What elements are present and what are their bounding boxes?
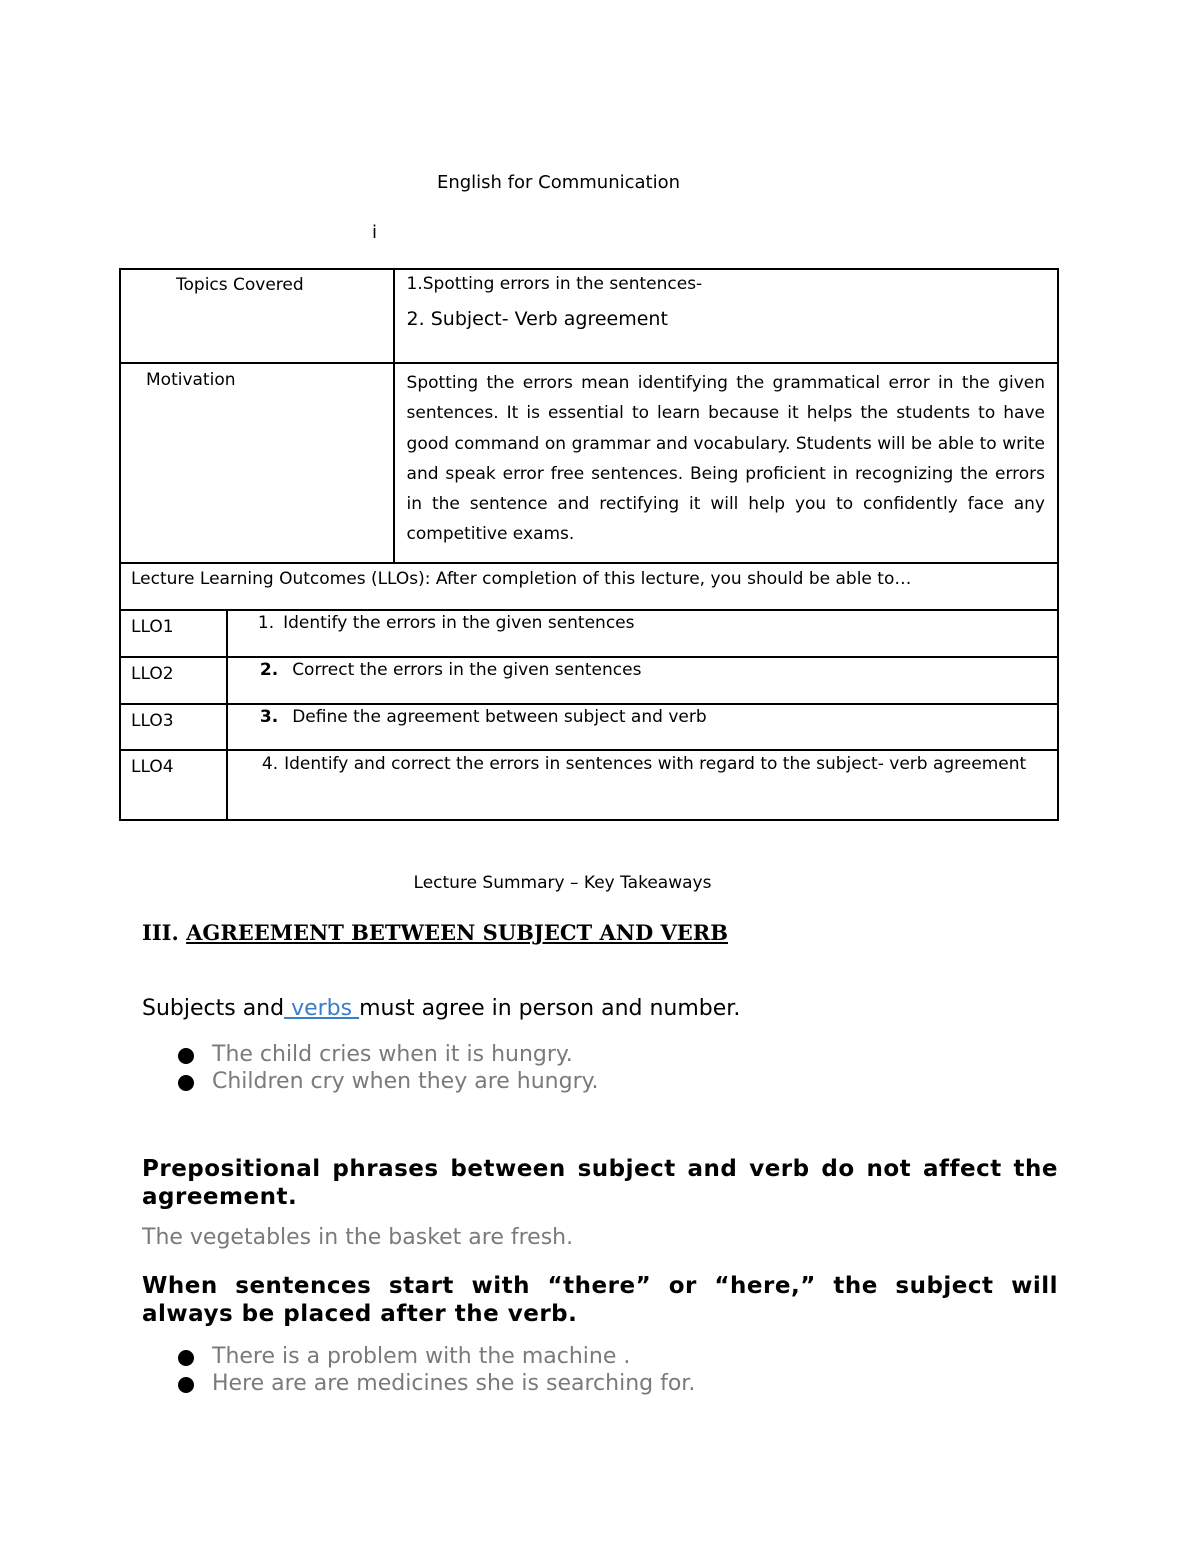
agreement-rule [142, 996, 1058, 1021]
llo-text-cell [227, 704, 1058, 750]
list-item [172, 1041, 599, 1068]
stray-character: i [372, 222, 378, 243]
llo-number: 4. [261, 754, 279, 774]
there-here-rule: When sentences start with “there” or “here,” the subject will always be placed after the verb. [142, 1273, 1058, 1327]
example-text: There is a problem with the machine . [212, 1344, 631, 1369]
llo-id: LLO2 [120, 657, 227, 704]
list-item [172, 1370, 695, 1397]
section-number: III. [142, 920, 179, 945]
prepositional-example: The vegetables in the basket are fresh. [142, 1225, 574, 1250]
verbs-link[interactable]: verbs [284, 996, 360, 1021]
topics-label: Topics Covered [176, 275, 304, 295]
motivation-label-cell [120, 363, 394, 563]
topic-item: 2. Subject- Verb agreement [406, 308, 668, 330]
llo-id: LLO3 [120, 704, 227, 750]
topics-label-cell [120, 269, 394, 363]
prepositional-rule: Prepositional phrases between subject and verb do not affect the agreement. [142, 1156, 1058, 1210]
agreement-rule-start: Subjects and [142, 996, 285, 1021]
llo-text: Correct the errors in the given sentences [292, 660, 642, 680]
section-heading [142, 920, 728, 945]
topics-cell [394, 269, 1058, 363]
llo-text: Identify and correct the errors in sentences with regard to the subject- verb agreement [284, 754, 1027, 774]
example-list [172, 1343, 695, 1397]
motivation-text: Spotting the errors mean identifying the grammatical error in the given sentences. It is essential to learn because it helps the students to have good command on grammar and vocabulary. Students will be able to write and speak error free sentences. Being proficient in recognizing the errors in the sentence and rectifying it will help you to confidently face any competitive exams. [394, 363, 1058, 563]
section-heading-text: AGREEMENT BETWEEN SUBJECT AND VERB [186, 920, 728, 945]
summary-title: Lecture Summary – Key Takeaways [413, 873, 712, 893]
bullet-icon [178, 1377, 194, 1393]
topic-item: 1.Spotting errors in the sentences- [406, 274, 703, 294]
example-text: Children cry when they are hungry. [212, 1069, 599, 1094]
example-list [172, 1041, 599, 1095]
llo-text: Define the agreement between subject and verb [292, 707, 707, 727]
document-title: English for Communication [436, 172, 681, 193]
llo-text-cell [227, 610, 1058, 657]
bullet-icon [178, 1350, 194, 1366]
example-text: Here are are medicines she is searching for. [212, 1371, 696, 1396]
agreement-rule-end: must agree in person and number. [359, 996, 741, 1021]
llo-number: 2. [259, 660, 279, 680]
llo-text-cell [227, 750, 1058, 820]
example-text: The child cries when it is hungry. [212, 1042, 573, 1067]
llo-header: Lecture Learning Outcomes (LLOs): After completion of this lecture, you should be able to… [120, 563, 1058, 610]
motivation-label: Motivation [146, 370, 236, 390]
llo-number: 1. [257, 613, 275, 633]
bullet-icon [178, 1075, 194, 1091]
llo-text-cell [227, 657, 1058, 704]
llo-number: 3. [259, 707, 279, 727]
llo-text: Identify the errors in the given sentences [283, 613, 635, 633]
list-item [172, 1068, 599, 1095]
bullet-icon [178, 1048, 194, 1064]
llo-id: LLO4 [120, 750, 227, 820]
lecture-info-table [119, 268, 1059, 821]
list-item [172, 1343, 695, 1370]
llo-id: LLO1 [120, 610, 227, 657]
